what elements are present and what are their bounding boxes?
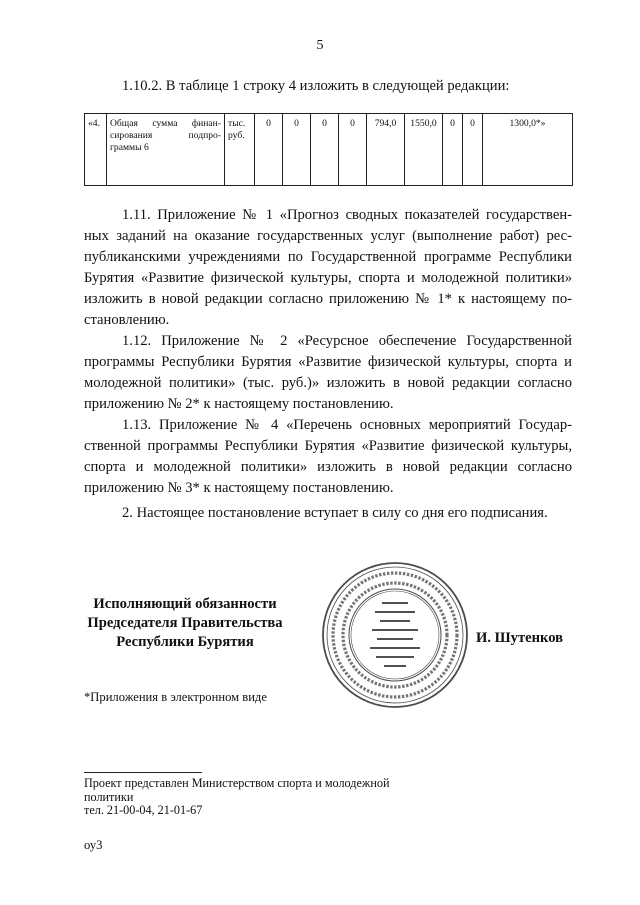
appendix-note: *Приложения в электронном виде (84, 690, 267, 704)
paragraph-1-12 (84, 331, 572, 415)
paragraph-1-11 (84, 205, 572, 331)
text-line: 2. Настоящее постановление вступает в силу со дня его подписания. (122, 505, 548, 521)
text-line: 1.11. Приложение № 1 «Прогноз сводных показателей государствен- (122, 207, 572, 223)
text-line: становлению. (84, 312, 170, 328)
value-cell: 0 (255, 114, 283, 186)
footnote-divider (84, 772, 202, 773)
text-line: 1.13. Приложение № 4 «Перечень основных мероприятий Государ- (122, 417, 572, 433)
value-cell: 0 (339, 114, 367, 186)
row-description (107, 114, 225, 186)
document-code: оу3 (84, 838, 103, 852)
text-line: программы Республики Бурятия «Развитие физической культуры, спорта и (84, 354, 572, 370)
row-label: «4. (85, 114, 107, 186)
page-number: 5 (316, 38, 324, 53)
title-line: Республики Бурятия (116, 634, 254, 650)
value-cell: 0 (463, 114, 483, 186)
value-cell: 0 (283, 114, 311, 186)
title-line: Председателя Правительства (87, 615, 283, 631)
official-seal-stamp (320, 560, 470, 710)
amendment-table-row (84, 113, 573, 186)
value-cell: 794,0 (367, 114, 405, 186)
paragraph-2 (84, 503, 572, 524)
footer-line: Проект представлен Министерством спорта и молодежной (84, 776, 390, 790)
value-cell: 0 (443, 114, 463, 186)
paragraph-1-13 (84, 415, 572, 499)
footer-line: тел. 21-00-04, 21-01-67 (84, 803, 203, 817)
signatory-title (82, 595, 288, 652)
title-line: Исполняющий обязанности (93, 596, 277, 612)
text-line: приложению № 2* к настоящему постановлению. (84, 396, 394, 412)
text-line: публиканскими учреждениями по Государственной программе Республики (84, 249, 572, 265)
value-cell: 0 (311, 114, 339, 186)
signatory-name: И. Шутенков (476, 630, 564, 646)
footer-line: политики (84, 789, 134, 804)
text-line: ных заданий на оказание государственных услуг (выполнение работ) рес- (84, 228, 572, 244)
text-line: приложению № 3* к настоящему постановлению. (84, 480, 394, 496)
text-line: ственной программы Республики Бурятия «Развитие физической культуры, (84, 438, 572, 454)
text-line: молодежной политики» (тыс. руб.)» изложить в новой редакции согласно (84, 375, 572, 391)
lead-sentence: 1.10.2. В таблице 1 строку 4 изложить в следующей редакции: (122, 78, 510, 94)
value-cell: 1550,0 (405, 114, 443, 186)
text-line: Бурятия «Развитие физической культуры, спорта и молодежной политики» (84, 270, 572, 286)
unit-line: тыс. (228, 118, 246, 129)
desc-line: граммы 6 (110, 142, 149, 153)
project-footer (84, 777, 424, 818)
unit-line: руб. (228, 130, 245, 141)
row-unit (225, 114, 255, 186)
text-line: изложить в новой редакции согласно приложению № 1* к настоящему по- (84, 291, 572, 307)
text-line: 1.12. Приложение № 2 «Ресурсное обеспечение Государственной (122, 333, 572, 349)
text-line: спорта и молодежной политики» изложить в новой редакции согласно (84, 459, 572, 475)
value-cell: 1300,0*» (483, 114, 573, 186)
desc-line: сирования подпро- (110, 130, 221, 141)
desc-line: Общая сумма финан- (110, 118, 221, 129)
